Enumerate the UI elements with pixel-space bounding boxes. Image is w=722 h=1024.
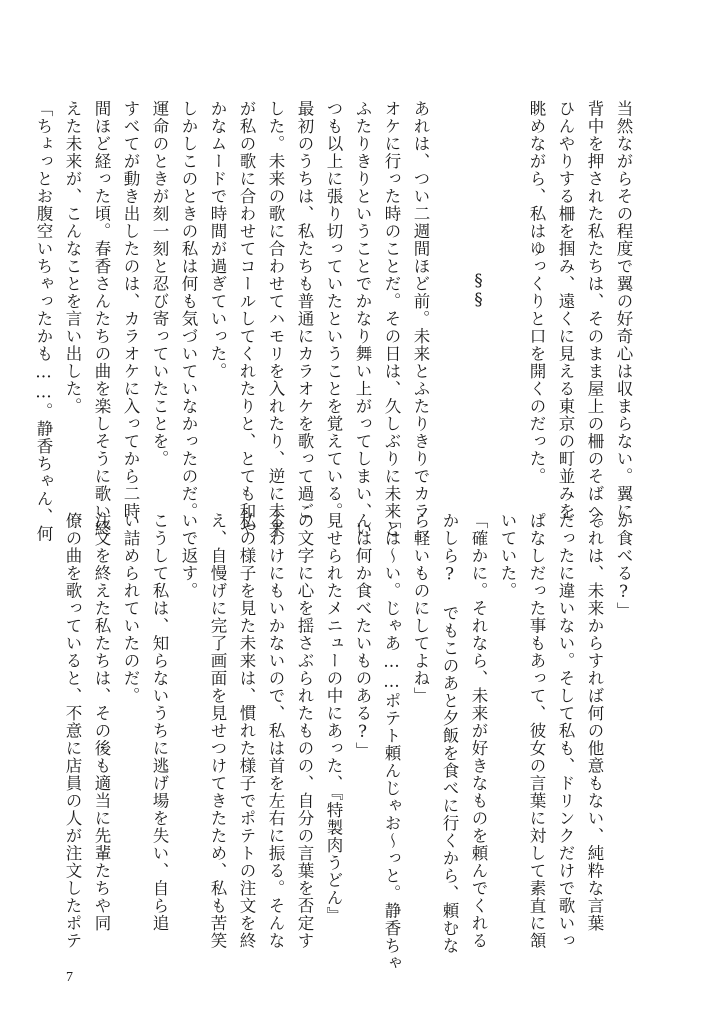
text-line: ひんやりする柵を掴み、遠くに見える東京の町並みを — [556, 100, 575, 520]
text-line: ぱなしだった事もあって、彼女の言葉に対して素直に頷 — [527, 512, 546, 950]
text-line: んは何か食べたいものある?」 — [353, 512, 372, 760]
text-line: 私の様子を見た未来は、慣れた様子でポテトの注文を終 — [237, 512, 256, 950]
text-line: 「ちょっとお腹空いちゃったかも……。静香ちゃん、何 — [34, 100, 53, 543]
text-line: 間ほど経った頃。春香さんたちの曲を楽しそうに歌い終 — [92, 100, 111, 538]
section-separator: §§ — [469, 271, 488, 309]
text-line: いていた。 — [498, 512, 517, 600]
text-line: 注文を終えた私たちは、その後も適当に先輩たちや同 — [92, 512, 111, 932]
text-line: 「は〜い。じゃあ……ポテト頼んじゃお〜っと。静香ちゃ — [382, 512, 401, 972]
text-line — [435, 100, 464, 480]
text-line: の文字に心を揺さぶられたものの、自分の言葉を否定す — [295, 512, 314, 950]
text-line: い詰められていたのだ。 — [121, 512, 140, 705]
text-line: つも以上に張り切っていたということを覚えている。 — [324, 100, 343, 520]
text-line: 眺めながら、私はゆっくりと口を開くのだった。 — [527, 100, 546, 485]
text-line: 背中を押された私たちは、そのまま屋上の柵のそばへ。 — [585, 100, 604, 538]
text-line: いで返す。 — [179, 512, 198, 600]
text-line: すべてが動き出したのは、カラオケに入ってから二時 — [121, 100, 140, 520]
text-line: 運命のときが刻一刻と忍び寄っていたことを。 — [150, 100, 169, 468]
text-line: かなムードで時間が過ぎていった。 — [208, 100, 227, 380]
text-line: だったに違いない。そして私も、ドリンクだけで歌いっ — [556, 512, 575, 950]
text-line: ふたりきりということでかなり舞い上がってしまい、い — [353, 100, 372, 538]
text-line: か食べる?」 — [614, 512, 633, 620]
text-line: それは、未来からすれば何の他意もない、純粋な言葉 — [585, 512, 604, 932]
text-line: が私の歌に合わせてコールしてくれたりと、とても和や — [237, 100, 256, 538]
text-line: 当然ながらその程度で翼の好奇心は収まらない。翼に — [614, 100, 633, 520]
text-line: オケに行った時のことだ。その日は、久しぶりに未来と — [382, 100, 401, 538]
page-number: 7 — [66, 970, 73, 985]
text-line: るわけにもいかないので、私は首を左右に振る。そんな — [266, 512, 285, 950]
text-line: 見せられたメニューの中にあった、『特製肉うどん』 — [324, 512, 343, 924]
text-line: 「確かに。それなら、未来が好きなものを頼んでくれる — [469, 512, 488, 950]
text-line: 最初のうちは、私たちも普通にカラオケを歌って過ご — [295, 100, 314, 520]
text-block-lower — [63, 512, 638, 972]
text-line: 僚の曲を歌っていると、不意に店員の人が注文したポテ — [63, 512, 82, 950]
text-line: こうして私は、知らないうちに逃げ場を失い、自ら追 — [150, 512, 169, 932]
text-line — [493, 100, 522, 480]
text-line: ら軽いものにしてよね」 — [411, 512, 430, 705]
text-line: えた未来が、こんなことを言い出した。 — [63, 100, 82, 415]
text-line: かしら? でもこのあと夕飯を食べに行くから、頼むな — [440, 512, 459, 955]
text-block-upper — [34, 100, 638, 543]
text-line: あれは、つい二週間ほど前。未来とふたりきりでカラ — [411, 100, 430, 520]
text-line: え、自慢げに完了画面を見せつけてきたため、私も苦笑 — [208, 512, 227, 950]
text-line: しかしこのときの私は何も気づいていなかったのだ。 — [179, 100, 198, 520]
text-line: した。未来の歌に合わせてハモリを入れたり、逆に未来 — [266, 100, 285, 538]
